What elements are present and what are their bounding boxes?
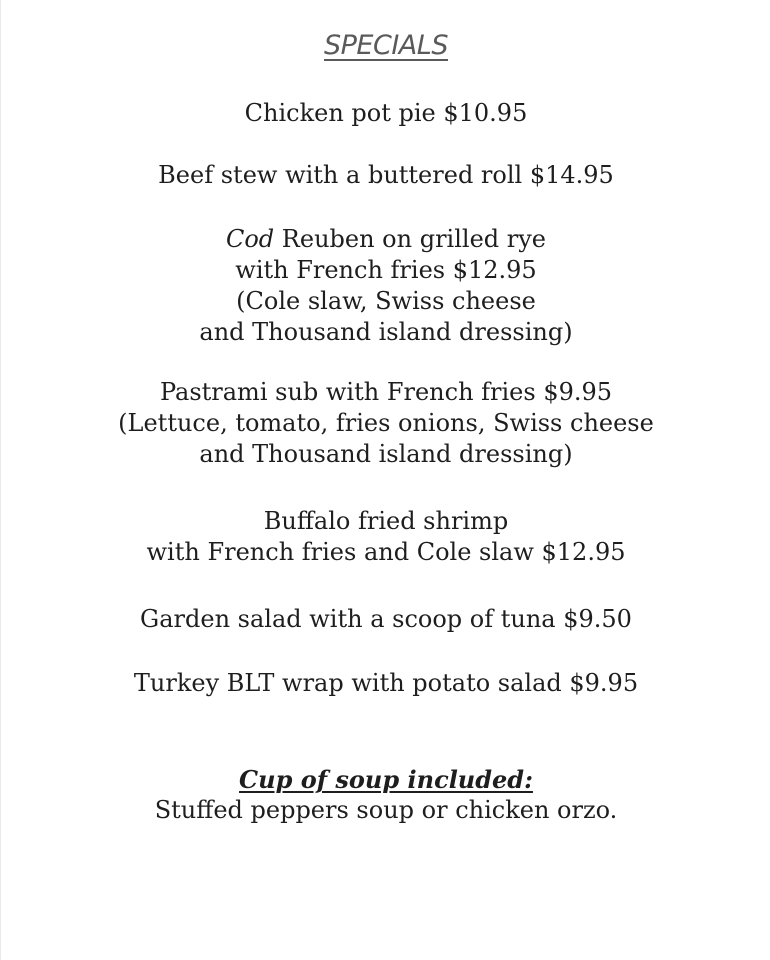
menu-item-pastrami-sub [1, 377, 770, 470]
menu-item-line: with French fries and Cole slaw $12.95 [146, 538, 626, 566]
soup-options: Stuffed peppers soup or chicken orzo. [154, 796, 618, 824]
menu-item-line: and Thousand island dressing) [199, 440, 573, 468]
menu-item-line: Pastrami sub with French fries $9.95 [159, 378, 613, 406]
menu-item-line: Beef stew with a buttered roll $14.95 [158, 161, 614, 189]
menu-item-buffalo-shrimp [1, 506, 770, 568]
italic-word: Cod [225, 225, 275, 253]
menu-item-line [1, 224, 770, 255]
menu-item-line: Chicken pot pie $10.95 [244, 99, 528, 127]
page-title: SPECIALS [324, 30, 448, 61]
menu-item-line: with French fries $12.95 [235, 256, 537, 284]
menu-item-line: (Cole slaw, Swiss cheese [236, 287, 536, 315]
menu-item-line-rest: Reuben on grilled rye [274, 225, 547, 253]
menu-item-chicken-pot-pie [1, 98, 770, 129]
menu-item-garden-salad [1, 604, 770, 635]
soup-section [1, 764, 770, 826]
menu-item-line: Buffalo fried shrimp [263, 507, 509, 535]
menu-item-line: and Thousand island dressing) [199, 318, 573, 346]
menu-item-cod-reuben [1, 224, 770, 348]
menu-item-beef-stew [1, 160, 770, 191]
soup-heading: Cup of soup included: [239, 765, 533, 794]
menu-item-turkey-blt-wrap [1, 668, 770, 699]
menu-item-line: Turkey BLT wrap with potato salad $9.95 [133, 669, 639, 697]
menu-item-line: (Lettuce, tomato, fries onions, Swiss cheese [118, 409, 654, 437]
menu-item-line: Garden salad with a scoop of tuna $9.50 [140, 605, 632, 633]
